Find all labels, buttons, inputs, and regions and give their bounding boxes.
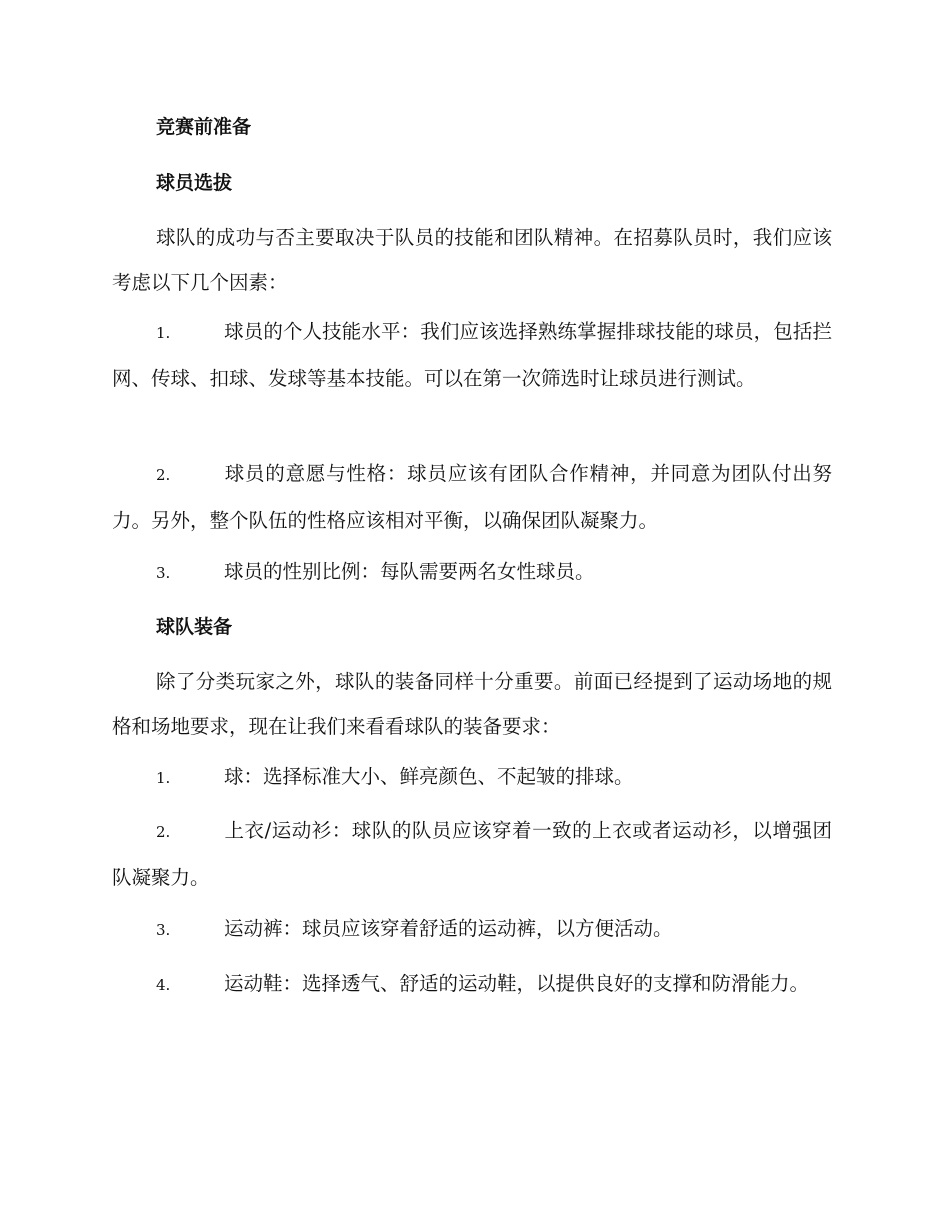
list-item-number: 1. [156, 769, 171, 787]
list-item [112, 754, 832, 801]
list-item-text: 球员的性别比例：每队需要两名女性球员。 [224, 560, 595, 583]
list-item [112, 451, 832, 543]
list-item-number: 1. [156, 324, 171, 342]
section-heading-team-equipment: 球队装备 [156, 616, 233, 638]
paragraph-player-selection-intro: 球队的成功与否主要取决于队员的技能和团队精神。在招募队员时，我们应该考虑以下几个因素： [112, 226, 832, 294]
list-item-text: 运动鞋：选择透气、舒适的运动鞋，以提供良好的支撑和防滑能力。 [224, 972, 810, 995]
list-item [112, 808, 832, 900]
list-item-text: 运动裤：球员应该穿着舒适的运动裤，以方便活动。 [224, 917, 673, 940]
list-item-number: 2. [156, 823, 171, 841]
list-item [112, 961, 832, 1008]
list-item-number: 3. [156, 921, 171, 939]
list-item [112, 906, 832, 953]
list-item-text: 上衣/运动衫：球队的队员应该穿着一致的上衣或者运动衫，以增强团队凝聚力。 [112, 819, 832, 889]
main-heading: 竞赛前准备 [156, 116, 252, 138]
section-heading-player-selection: 球员选拔 [156, 172, 233, 194]
list-item-text: 球员的意愿与性格：球员应该有团队合作精神，并同意为团队付出努力。另外，整个队伍的性格应该相对平衡，以确保团队凝聚力。 [112, 462, 832, 532]
list-item-number: 2. [156, 466, 171, 484]
list-item [112, 549, 832, 596]
list-item [112, 309, 832, 401]
list-item-text: 球：选择标准大小、鲜亮颜色、不起皱的排球。 [224, 765, 634, 788]
list-item-number: 3. [156, 564, 171, 582]
list-item-number: 4. [156, 976, 171, 994]
paragraph-team-equipment-intro: 除了分类玩家之外，球队的装备同样十分重要。前面已经提到了运动场地的规格和场地要求，现在让我们来看看球队的装备要求： [112, 670, 832, 738]
list-item-text: 球员的个人技能水平：我们应该选择熟练掌握排球技能的球员，包括拦网、传球、扣球、发球等基本技能。可以在第一次筛选时让球员进行测试。 [112, 320, 832, 390]
